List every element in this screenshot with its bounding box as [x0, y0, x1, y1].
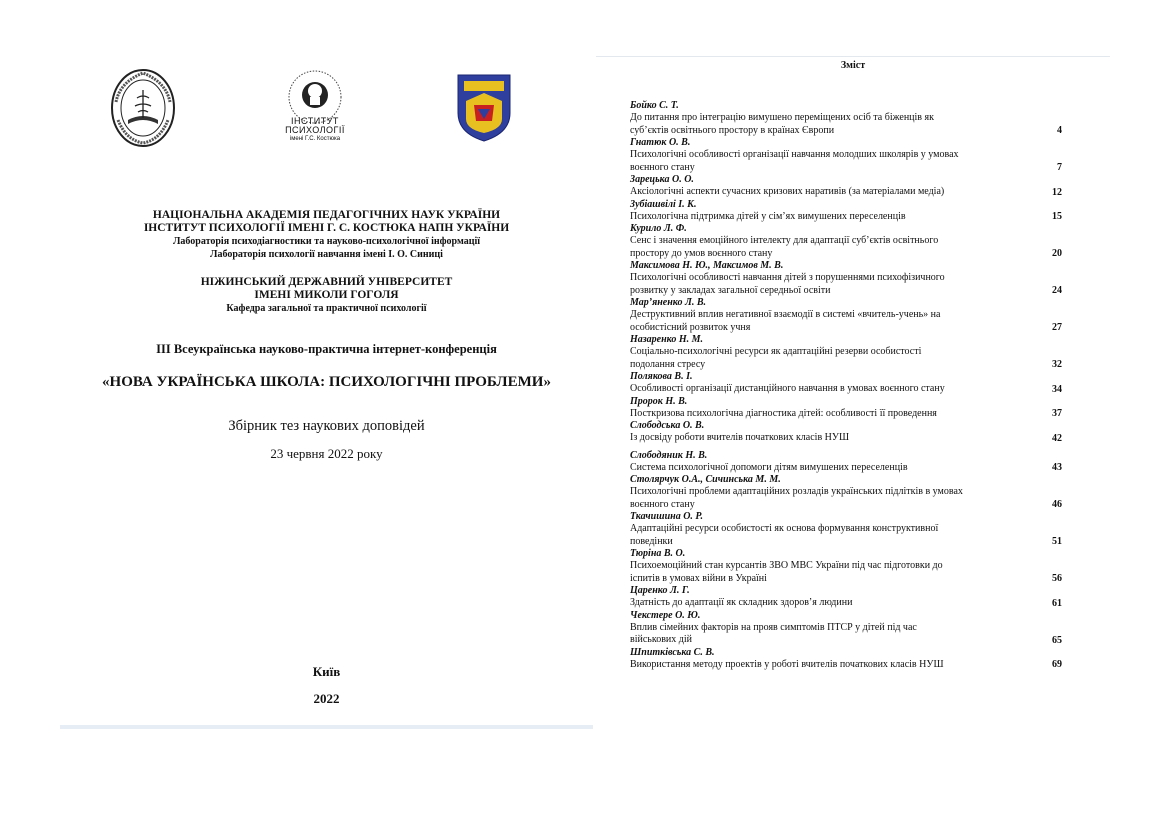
toc-entry[interactable] — [630, 334, 1062, 371]
toc-entry[interactable] — [630, 585, 1062, 610]
toc-entry-title — [630, 383, 1014, 396]
toc-entry-title-line: Використання методу проектів у роботі вчителів початкових класів НУШ — [630, 658, 944, 670]
toc-entry[interactable] — [630, 137, 1062, 174]
org-line: Кафедра загальної та практичної психології — [226, 303, 427, 314]
contents-list — [630, 100, 1062, 671]
toc-entry-author: Столярчук О.А., Сичинська М. М. — [630, 474, 781, 485]
toc-entry-title-line: Із досвіду роботи вчителів початкових класів НУШ — [630, 432, 850, 443]
toc-entry-title-line: Психоемоційний стан курсантів ЗВО МВС України під час підготовки до — [630, 560, 943, 571]
toc-entry-page: 56 — [1052, 573, 1062, 584]
toc-entry[interactable] — [630, 223, 1062, 260]
org-line: Лабораторія психодіагностики та науково-психологічної інформації — [172, 236, 481, 247]
toc-entry-title-line: розвитку у закладах загальної середньої освіти — [630, 284, 831, 296]
conference-name: ІІІ Всеукраїнська науково-практична інтернет-конференція — [156, 342, 497, 356]
contents-page — [596, 56, 1110, 727]
toc-entry-author: Курило Л. Ф. — [630, 223, 687, 234]
org-line: ІМЕНІ МИКОЛИ ГОГОЛЯ — [254, 289, 399, 301]
toc-entry-title — [630, 523, 1014, 548]
toc-entry-title — [630, 622, 1014, 647]
toc-entry-author: Назаренко Н. М. — [630, 334, 704, 345]
toc-entry-title — [630, 149, 1014, 174]
collection-subtitle: Збірник тез наукових доповідей — [228, 418, 425, 434]
toc-entry-title-line: Здатність до адаптації як складник здоров’я людини — [630, 597, 853, 608]
toc-entry-author: Царенко Л. Г. — [630, 585, 690, 596]
academy-seal-logo — [110, 68, 176, 148]
conference-date: 23 червня 2022 року — [270, 446, 383, 461]
toc-entry[interactable] — [630, 647, 1062, 672]
org-line: НІЖИНСЬКИЙ ДЕРЖАВНИЙ УНІВЕРСИТЕТ — [200, 276, 453, 288]
toc-entry-title-line: Психологічна підтримка дітей у сім’ях вимушених переселенців — [630, 210, 906, 222]
main-title: «НОВА УКРАЇНСЬКА ШКОЛА: ПСИХОЛОГІЧНІ ПРОБЛЕМИ» — [102, 374, 551, 390]
toc-entry[interactable] — [630, 174, 1062, 199]
toc-entry-title — [630, 597, 1014, 610]
toc-entry-title-line: іспитів в умовах війни в Україні — [630, 572, 767, 584]
toc-entry-title — [630, 272, 1014, 297]
toc-entry-title-line: Деструктивний вплив негативної взаємодії в системі «вчитель-учень» на — [630, 309, 941, 320]
institute-logo-text — [272, 117, 358, 143]
toc-entry-title — [630, 408, 1014, 421]
toc-entry[interactable] — [630, 610, 1062, 647]
toc-entry-title-line: Адаптаційні ресурси особистості як основа формування конструктивної — [630, 523, 939, 534]
toc-entry-page: 37 — [1052, 408, 1062, 419]
toc-entry-author: Слободяник Н. В. — [630, 449, 708, 461]
toc-entry-page: 43 — [1052, 462, 1062, 473]
toc-entry[interactable] — [630, 260, 1062, 297]
toc-entry-author: Мар’яненко Л. В. — [630, 297, 706, 308]
toc-entry-title — [630, 186, 1014, 199]
toc-entry-page: 51 — [1052, 536, 1062, 547]
contents-heading: Зміст — [840, 60, 866, 71]
toc-entry-author: Зарецька О. О. — [630, 174, 694, 185]
toc-entry-page: 24 — [1052, 285, 1062, 296]
toc-entry-title-line: особистісний розвиток учня — [630, 321, 751, 333]
toc-entry-author: Бойко С. Т. — [630, 100, 679, 111]
toc-entry-page: 27 — [1052, 322, 1062, 333]
toc-entry-page: 42 — [1052, 432, 1062, 444]
toc-entry-title — [630, 309, 1014, 334]
toc-entry-page: 34 — [1052, 383, 1062, 395]
toc-entry[interactable] — [630, 100, 1062, 137]
toc-entry-title — [630, 560, 1014, 585]
city: Київ — [312, 664, 341, 679]
year: 2022 — [313, 691, 340, 706]
title-page — [60, 45, 593, 729]
toc-entry-title — [630, 432, 1014, 445]
toc-entry-title — [630, 462, 1014, 475]
toc-entry[interactable] — [630, 450, 1062, 475]
toc-entry-author: Максимова Н. Ю., Максимов М. В. — [630, 260, 784, 271]
org-block-academy — [60, 209, 593, 261]
toc-entry-title-line: Сенс і значення емоційного інтелекту для адаптації суб’єктів освітнього — [630, 235, 939, 246]
toc-entry-author: Шпитківська С. В. — [630, 646, 715, 658]
toc-entry-title-line: Особливості організації дистанційного навчання в умовах воєнного стану — [630, 383, 945, 394]
toc-entry-author: Чекстере О. Ю. — [630, 609, 701, 621]
institute-logo-line3: імені Г.С. Костюка — [289, 136, 341, 142]
toc-entry-page: 32 — [1052, 359, 1062, 370]
toc-entry-title — [630, 112, 1014, 137]
toc-entry[interactable] — [630, 371, 1062, 396]
toc-entry-title-line: Психологічні проблеми адаптаційних розладів українських підлітків в умовах — [630, 486, 963, 497]
institute-logo-line2: ПСИХОЛОГІЇ — [285, 125, 345, 135]
toc-entry-title-line: До питання про інтеграцію вимушено переміщених осіб та біженців як — [630, 112, 934, 123]
toc-entry-title-line: простору до умов воєнного стану — [630, 247, 773, 259]
toc-entry-title-line: Система психологічної допомоги дітям вимушених переселенців — [630, 461, 908, 473]
toc-entry-title-line: воєнного стану — [630, 498, 695, 510]
toc-entry-page: 69 — [1052, 659, 1062, 670]
institute-logo-line1: ІНСТИТУТ — [291, 116, 339, 126]
toc-entry[interactable] — [630, 396, 1062, 421]
toc-entry-title — [630, 211, 1014, 224]
toc-entry-page: 4 — [1057, 125, 1062, 136]
toc-entry-title — [630, 346, 1014, 371]
org-line: ІНСТИТУТ ПСИХОЛОГІЇ ІМЕНІ Г. С. КОСТЮКА НАПН УКРАЇНИ — [143, 222, 510, 234]
toc-entry-page: 61 — [1052, 597, 1062, 609]
toc-entry-page: 7 — [1057, 162, 1062, 173]
toc-entry-page: 15 — [1052, 211, 1062, 222]
toc-entry-title-line: військових дій — [630, 634, 692, 645]
toc-entry-page: 65 — [1052, 634, 1062, 646]
toc-entry[interactable] — [630, 511, 1062, 548]
toc-entry-title-line: Психологічні особливості організації навчання молодших школярів у умовах — [630, 149, 959, 160]
toc-entry-title-line: Аксіологічні аспекти сучасних кризових наративів (за матеріалами медіа) — [630, 186, 945, 197]
toc-entry-title-line: Психологічні особливості навчання дітей з порушеннями психофізичного — [630, 272, 945, 283]
toc-entry-title — [630, 486, 1014, 511]
toc-entry-title-line: поведінки — [630, 535, 673, 547]
toc-entry-page: 46 — [1052, 499, 1062, 510]
toc-entry-author: Ткачишина О. Р. — [630, 511, 704, 522]
toc-entry-author: Полякова В. І. — [630, 371, 693, 382]
toc-entry[interactable] — [630, 548, 1062, 585]
toc-entry-title-line: суб’єктів освітнього простору в країнах Європи — [630, 124, 835, 136]
toc-entry-title-line: Соціально-психологічні ресурси як адаптаційні резерви особистості — [630, 346, 922, 357]
toc-entry-author: Пророк Н. В. — [630, 395, 688, 407]
toc-entry-title-line: воєнного стану — [630, 161, 695, 173]
toc-entry-title — [630, 235, 1014, 260]
toc-entry-title — [630, 659, 1014, 672]
toc-entry-title-line: Посткризова психологічна діагностика дітей: особливості її проведення — [630, 407, 937, 419]
toc-entry[interactable] — [630, 297, 1062, 334]
institute-logo — [272, 67, 358, 147]
toc-entry-author: Слободська О. В. — [630, 420, 705, 431]
toc-entry-page: 20 — [1052, 248, 1062, 259]
org-line: НАЦІОНАЛЬНА АКАДЕМІЯ ПЕДАГОГІЧНИХ НАУК УКРАЇНИ — [152, 209, 501, 221]
toc-entry[interactable] — [630, 474, 1062, 511]
toc-entry-author: Зубіашвілі І. К. — [630, 198, 697, 210]
toc-entry[interactable] — [630, 420, 1062, 445]
org-block-university — [60, 276, 593, 315]
toc-entry-author: Тюріна В. О. — [630, 548, 686, 559]
toc-entry-title-line: подолання стресу — [630, 358, 706, 370]
toc-entry[interactable] — [630, 199, 1062, 224]
toc-entry-page: 12 — [1052, 186, 1062, 198]
toc-entry-title-line: Вплив сімейних факторів на прояв симптомів ПТСР у дітей під час — [630, 621, 917, 633]
university-shield-logo — [456, 73, 512, 143]
toc-entry-author: Гнатюк О. В. — [630, 137, 691, 148]
org-line: Лабораторія психології навчання імені І. О. Синиці — [210, 249, 443, 260]
